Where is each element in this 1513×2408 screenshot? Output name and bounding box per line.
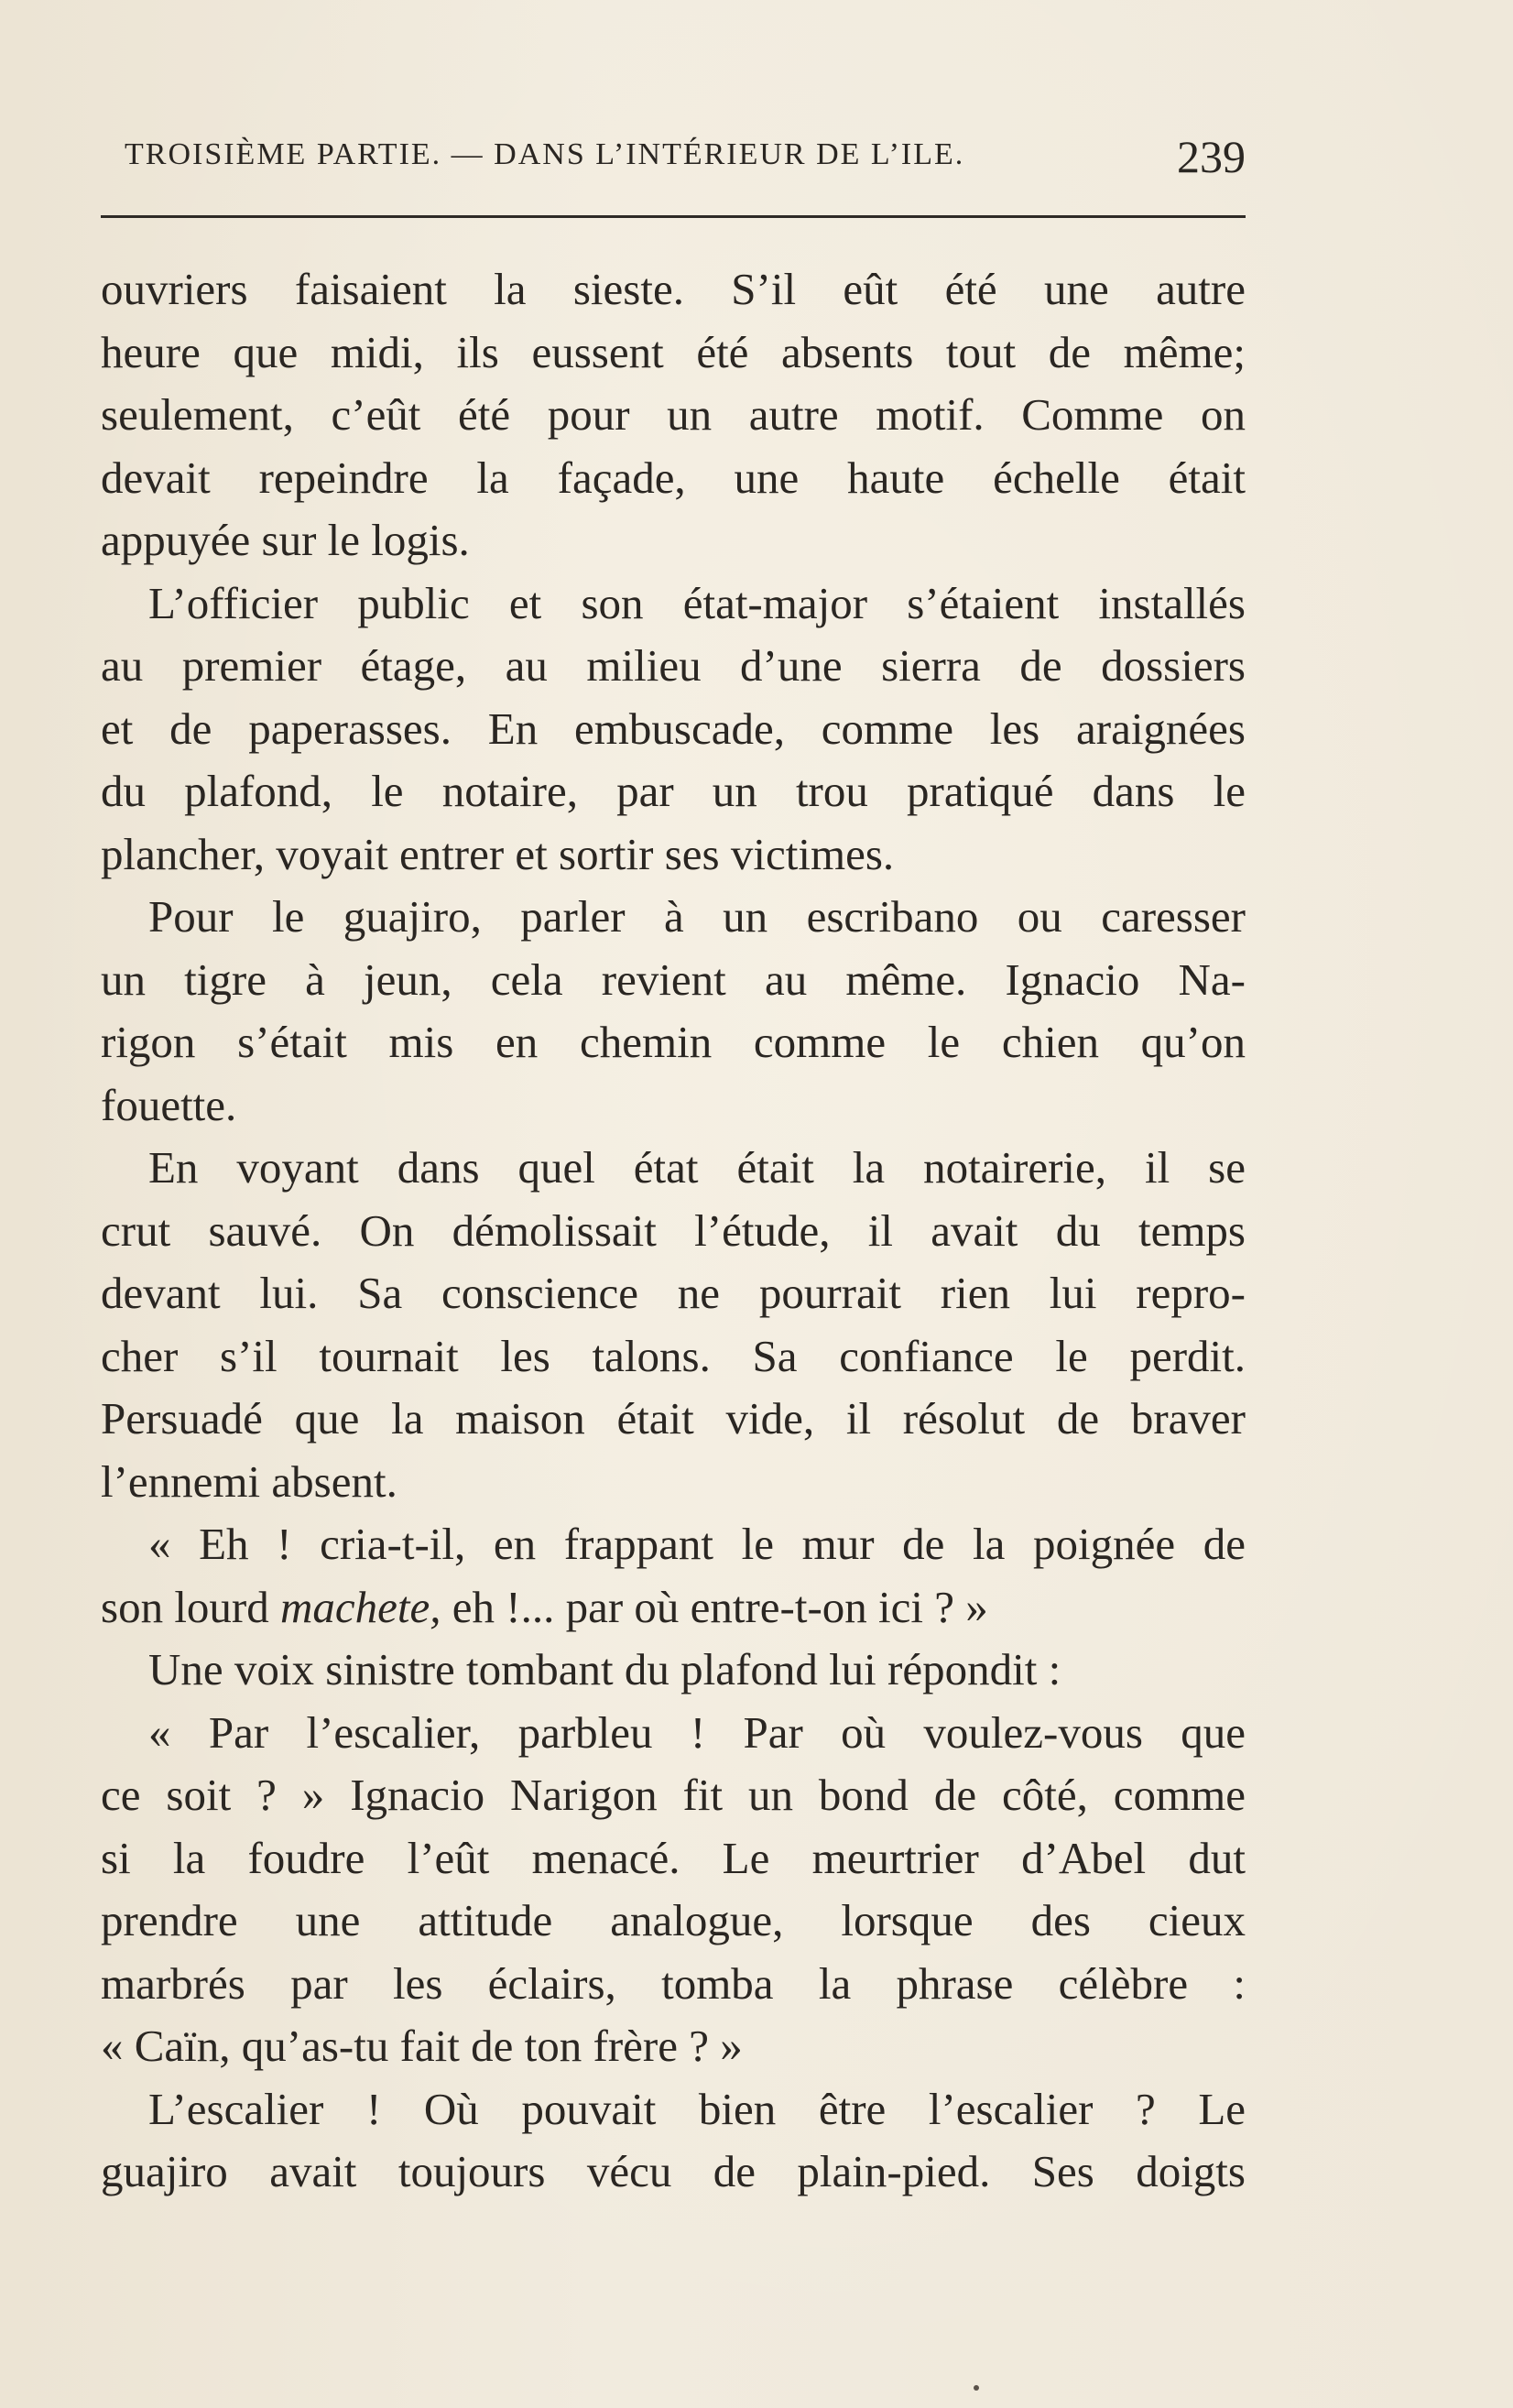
text-line: heure que midi, ils eussent été absents tout de même; bbox=[101, 326, 1246, 377]
body-text bbox=[101, 258, 1246, 2204]
text-line: l’ennemi absent. bbox=[101, 1455, 397, 1507]
text-line: crut sauvé. On démolissait l’étude, il avait du temps bbox=[101, 1204, 1246, 1256]
text-line: rigon s’était mis en chemin comme le chien qu’on bbox=[101, 1017, 1246, 1067]
text-line: et de paperasses. En embuscade, comme les araignées bbox=[101, 703, 1246, 754]
text-line: « Par l’escalier, parbleu ! Par où voulez-vous que bbox=[148, 1706, 1246, 1758]
text-line: un tigre à jeun, cela revient au même. Ignacio Na- bbox=[101, 953, 1246, 1005]
paper-speck bbox=[974, 2385, 979, 2391]
text-line: du plafond, le notaire, par un trou pratiqué dans le bbox=[101, 766, 1246, 816]
text-line: seulement, c’eût été pour un autre motif. Comme on bbox=[101, 389, 1246, 440]
text-line: guajiro avait toujours vécu de plain-pied. Ses doigts bbox=[101, 2146, 1246, 2196]
text-line: L’escalier ! Où pouvait bien être l’escalier ? Le bbox=[148, 2083, 1246, 2134]
text-line: Une voix sinistre tombant du plafond lui répondit : bbox=[148, 1644, 1061, 1694]
text-line: L’officier public et son état-major s’étaient installés bbox=[148, 577, 1246, 628]
text-line: cher s’il tournait les talons. Sa confiance le perdit. bbox=[101, 1330, 1246, 1381]
text-line: ce soit ? » Ignacio Narigon fit un bond de côté, comme bbox=[101, 1770, 1246, 1820]
text-line: devait repeindre la façade, une haute échelle était bbox=[101, 452, 1246, 503]
text-line: devant lui. Sa conscience ne pourrait rien lui repro- bbox=[101, 1268, 1246, 1318]
text-line: ouvriers faisaient la sieste. S’il eût été une autre bbox=[101, 264, 1246, 314]
text-fragment: son lourd bbox=[101, 1581, 280, 1632]
text-line: Persuadé que la maison était vide, il résolut de braver bbox=[101, 1393, 1246, 1444]
page-number: 239 bbox=[1177, 131, 1246, 182]
text-line-with-italic bbox=[101, 1576, 1246, 1640]
text-line: prendre une attitude analogue, lorsque des cieux bbox=[101, 1895, 1246, 1945]
text-line: « Eh ! cria-t-il, en frappant le mur de la poignée de bbox=[148, 1519, 1246, 1569]
text-line: « Caïn, qu’as-tu fait de ton frère ? » bbox=[101, 2021, 743, 2071]
italic-word: machete, bbox=[280, 1581, 441, 1632]
text-line: En voyant dans quel état était la notairerie, il se bbox=[148, 1142, 1246, 1193]
text-line: si la foudre l’eût menacé. Le meurtrier d’Abel dut bbox=[101, 1832, 1246, 1883]
text-line: plancher, voyait entrer et sortir ses victimes. bbox=[101, 828, 895, 879]
text-line: Pour le guajiro, parler à un escribano ou caresser bbox=[148, 891, 1246, 942]
text-line: appuyée sur le logis. bbox=[101, 515, 470, 565]
text-fragment: eh !... par où entre-t-on ici ? » bbox=[441, 1581, 988, 1632]
running-head bbox=[101, 131, 1246, 192]
text-line: fouette. bbox=[101, 1079, 237, 1130]
header-rule bbox=[101, 215, 1246, 218]
running-title: TROISIÈME PARTIE. — DANS L’INTÉRIEUR DE L’ILE. bbox=[125, 137, 965, 171]
text-line: au premier étage, au milieu d’une sierra de dossiers bbox=[101, 640, 1246, 691]
text-line: marbrés par les éclairs, tomba la phrase célèbre : bbox=[101, 1957, 1246, 2009]
